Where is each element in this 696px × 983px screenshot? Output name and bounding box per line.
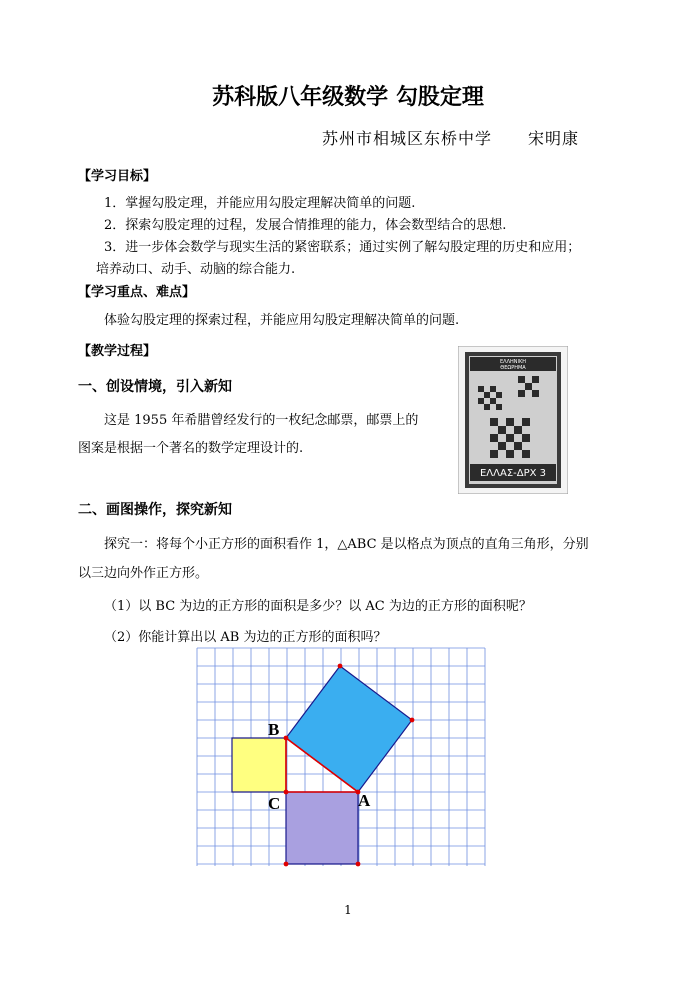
explore-line2: 以三边向外作正方形。 — [78, 566, 209, 581]
page-title: 苏科版八年级数学 勾股定理 — [212, 84, 484, 110]
part2-heading: 二、画图操作，探究新知 — [78, 502, 232, 518]
stamp-top-text: ΕΛΛΗΝΙΚΗ — [499, 359, 527, 365]
goals-heading: 【学习目标】 — [78, 169, 157, 184]
goal-item-3: 3．进一步体会数学与现实生活的紧密联系；通过实例了解勾股定理的历史和应用； — [104, 240, 581, 255]
stamp-top-text-2: ΘΕΩΡΗΜΑ — [500, 365, 526, 371]
goal-item-1: 1．掌握勾股定理，并能应用勾股定理解决简单的问题. — [104, 196, 416, 211]
stamp-image — [458, 346, 568, 494]
page-number: 1 — [344, 903, 352, 917]
part1-heading: 一、创设情境，引入新知 — [78, 379, 232, 395]
pythagoras-figure — [196, 646, 486, 868]
stamp-bottom-text: ΕΛΛΑΣ-ΔΡΧ 3 — [479, 468, 547, 479]
key-points-heading: 【学习重点、难点】 — [78, 285, 196, 300]
part1-line1: 这是 1955 年希腊曾经发行的一枚纪念邮票，邮票上的 — [104, 413, 419, 428]
question-1: （1）以 BC 为边的正方形的面积是多少？以 AC 为边的正方形的面积呢？ — [104, 599, 532, 614]
process-heading: 【教学过程】 — [78, 344, 157, 359]
label-b: B — [268, 720, 280, 739]
label-a: A — [358, 791, 371, 810]
author-line — [322, 126, 579, 149]
explore-line1: 探究一：将每个小正方形的面积看作 1，△ABC 是以格点为顶点的直角三角形，分别 — [104, 537, 589, 552]
label-c: C — [268, 794, 281, 813]
square-on-ac — [286, 792, 358, 864]
question-2: （2）你能计算出以 AB 为边的正方形的面积吗？ — [104, 630, 387, 645]
goal-item-2: 2．探索勾股定理的过程，发展合情推理的能力，体会数型结合的思想. — [104, 218, 507, 233]
author-school: 苏州市相城区东桥中学 — [322, 129, 493, 148]
key-points-text: 体验勾股定理的探索过程，并能应用勾股定理解决简单的问题. — [104, 313, 460, 328]
goal-item-3-cont: 培养动口、动手、动脑的综合能力. — [96, 262, 296, 277]
part1-line2: 图案是根据一个著名的数学定理设计的. — [78, 441, 304, 456]
square-on-bc — [232, 738, 286, 792]
author-name: 宋明康 — [528, 129, 580, 148]
